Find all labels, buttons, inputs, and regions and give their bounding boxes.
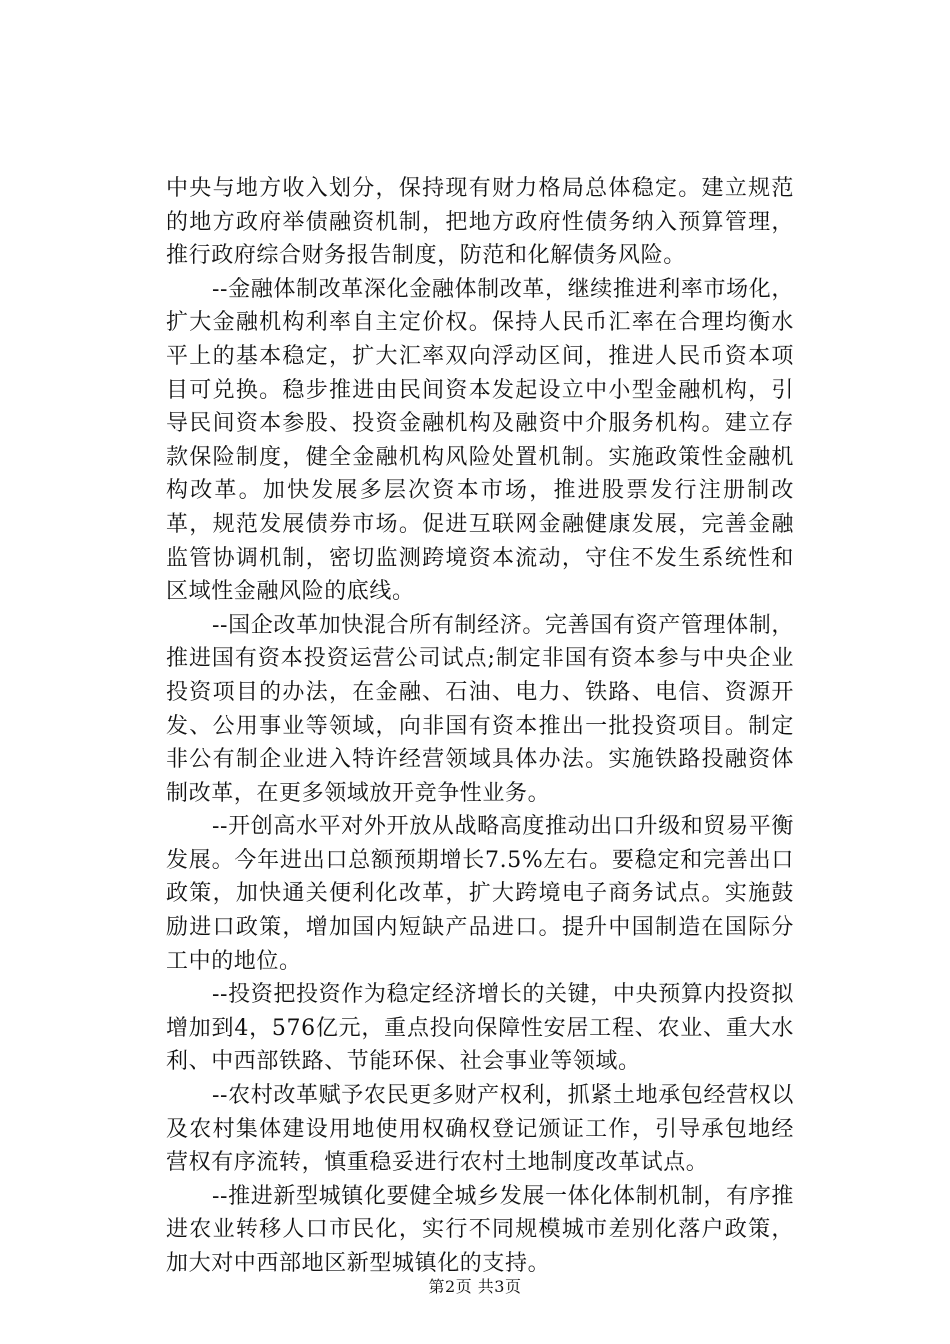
paragraph-urbanization: --推进新型城镇化要健全城乡发展一体化体制机制，有序推进农业转移人口市民化，实行不同规模城市差别化落户政策，加大对中西部地区新型城镇化的支持。 — [166, 1183, 794, 1276]
page-footer — [0, 1274, 950, 1297]
paragraph-rural-reform: --农村改革赋予农民更多财产权利，抓紧土地承包经营权以及农村集体建设用地使用权确权登记颁证工作，引导承包地经营权有序流转，慎重稳妥进行农村土地制度改革试点。 — [166, 1083, 794, 1176]
paragraph-fiscal-continuation: 中央与地方收入划分，保持现有财力格局总体稳定。建立规范的地方政府举债融资机制，把地方政府性债务纳入预算管理，推行政府综合财务报告制度，防范和化解债务风险。 — [166, 176, 794, 269]
paragraph-financial-reform: --金融体制改革深化金融体制改革，继续推进利率市场化，扩大金融机构利率自主定价权。保持人民币汇率在合理均衡水平上的基本稳定，扩大汇率双向浮动区间，推进人民币资本项目可兑换。稳步推进由民间资本发起设立中小型金融机构，引导民间资本参股、投资金融机构及融资中介服务机构。建立存款保险制度，健全金融机构风险处置机制。实施政策性金融机构改革。加快发展多层次资本市场，推进股票发行注册制改革，规范发展债券市场。促进互联网金融健康发展，完善金融监管协调机制，密切监测跨境资本流动，守住不发生系统性和区域性金融风险的底线。 — [166, 276, 794, 605]
paragraph-soe-reform: --国企改革加快混合所有制经济。完善国有资产管理体制，推进国有资本投资运营公司试点;制定非国有资本参与中央企业投资项目的办法，在金融、石油、电力、铁路、电信、资源开发、公用事业等领域，向非国有资本推出一批投资项目。制定非公有制企业进入特许经营领域具体办法。实施铁路投融资体制改革，在更多领域放开竞争性业务。 — [166, 612, 794, 806]
document-body — [166, 172, 794, 1281]
paragraph-investment: --投资把投资作为稳定经济增长的关键，中央预算内投资拟增加到4，576亿元，重点投向保障性安居工程、农业、重大水利、中西部铁路、节能环保、社会事业等领域。 — [166, 982, 794, 1075]
page-indicator: 第2页 共3页 — [428, 1277, 522, 1296]
paragraph-opening-up: --开创高水平对外开放从战略高度推动出口升级和贸易平衡发展。今年进出口总额预期增长7.5%左右。要稳定和完善出口政策，加快通关便利化改革，扩大跨境电子商务试点。实施鼓励进口政策，增加国内短缺产品进口。提升中国制造在国际分工中的地位。 — [166, 814, 794, 974]
